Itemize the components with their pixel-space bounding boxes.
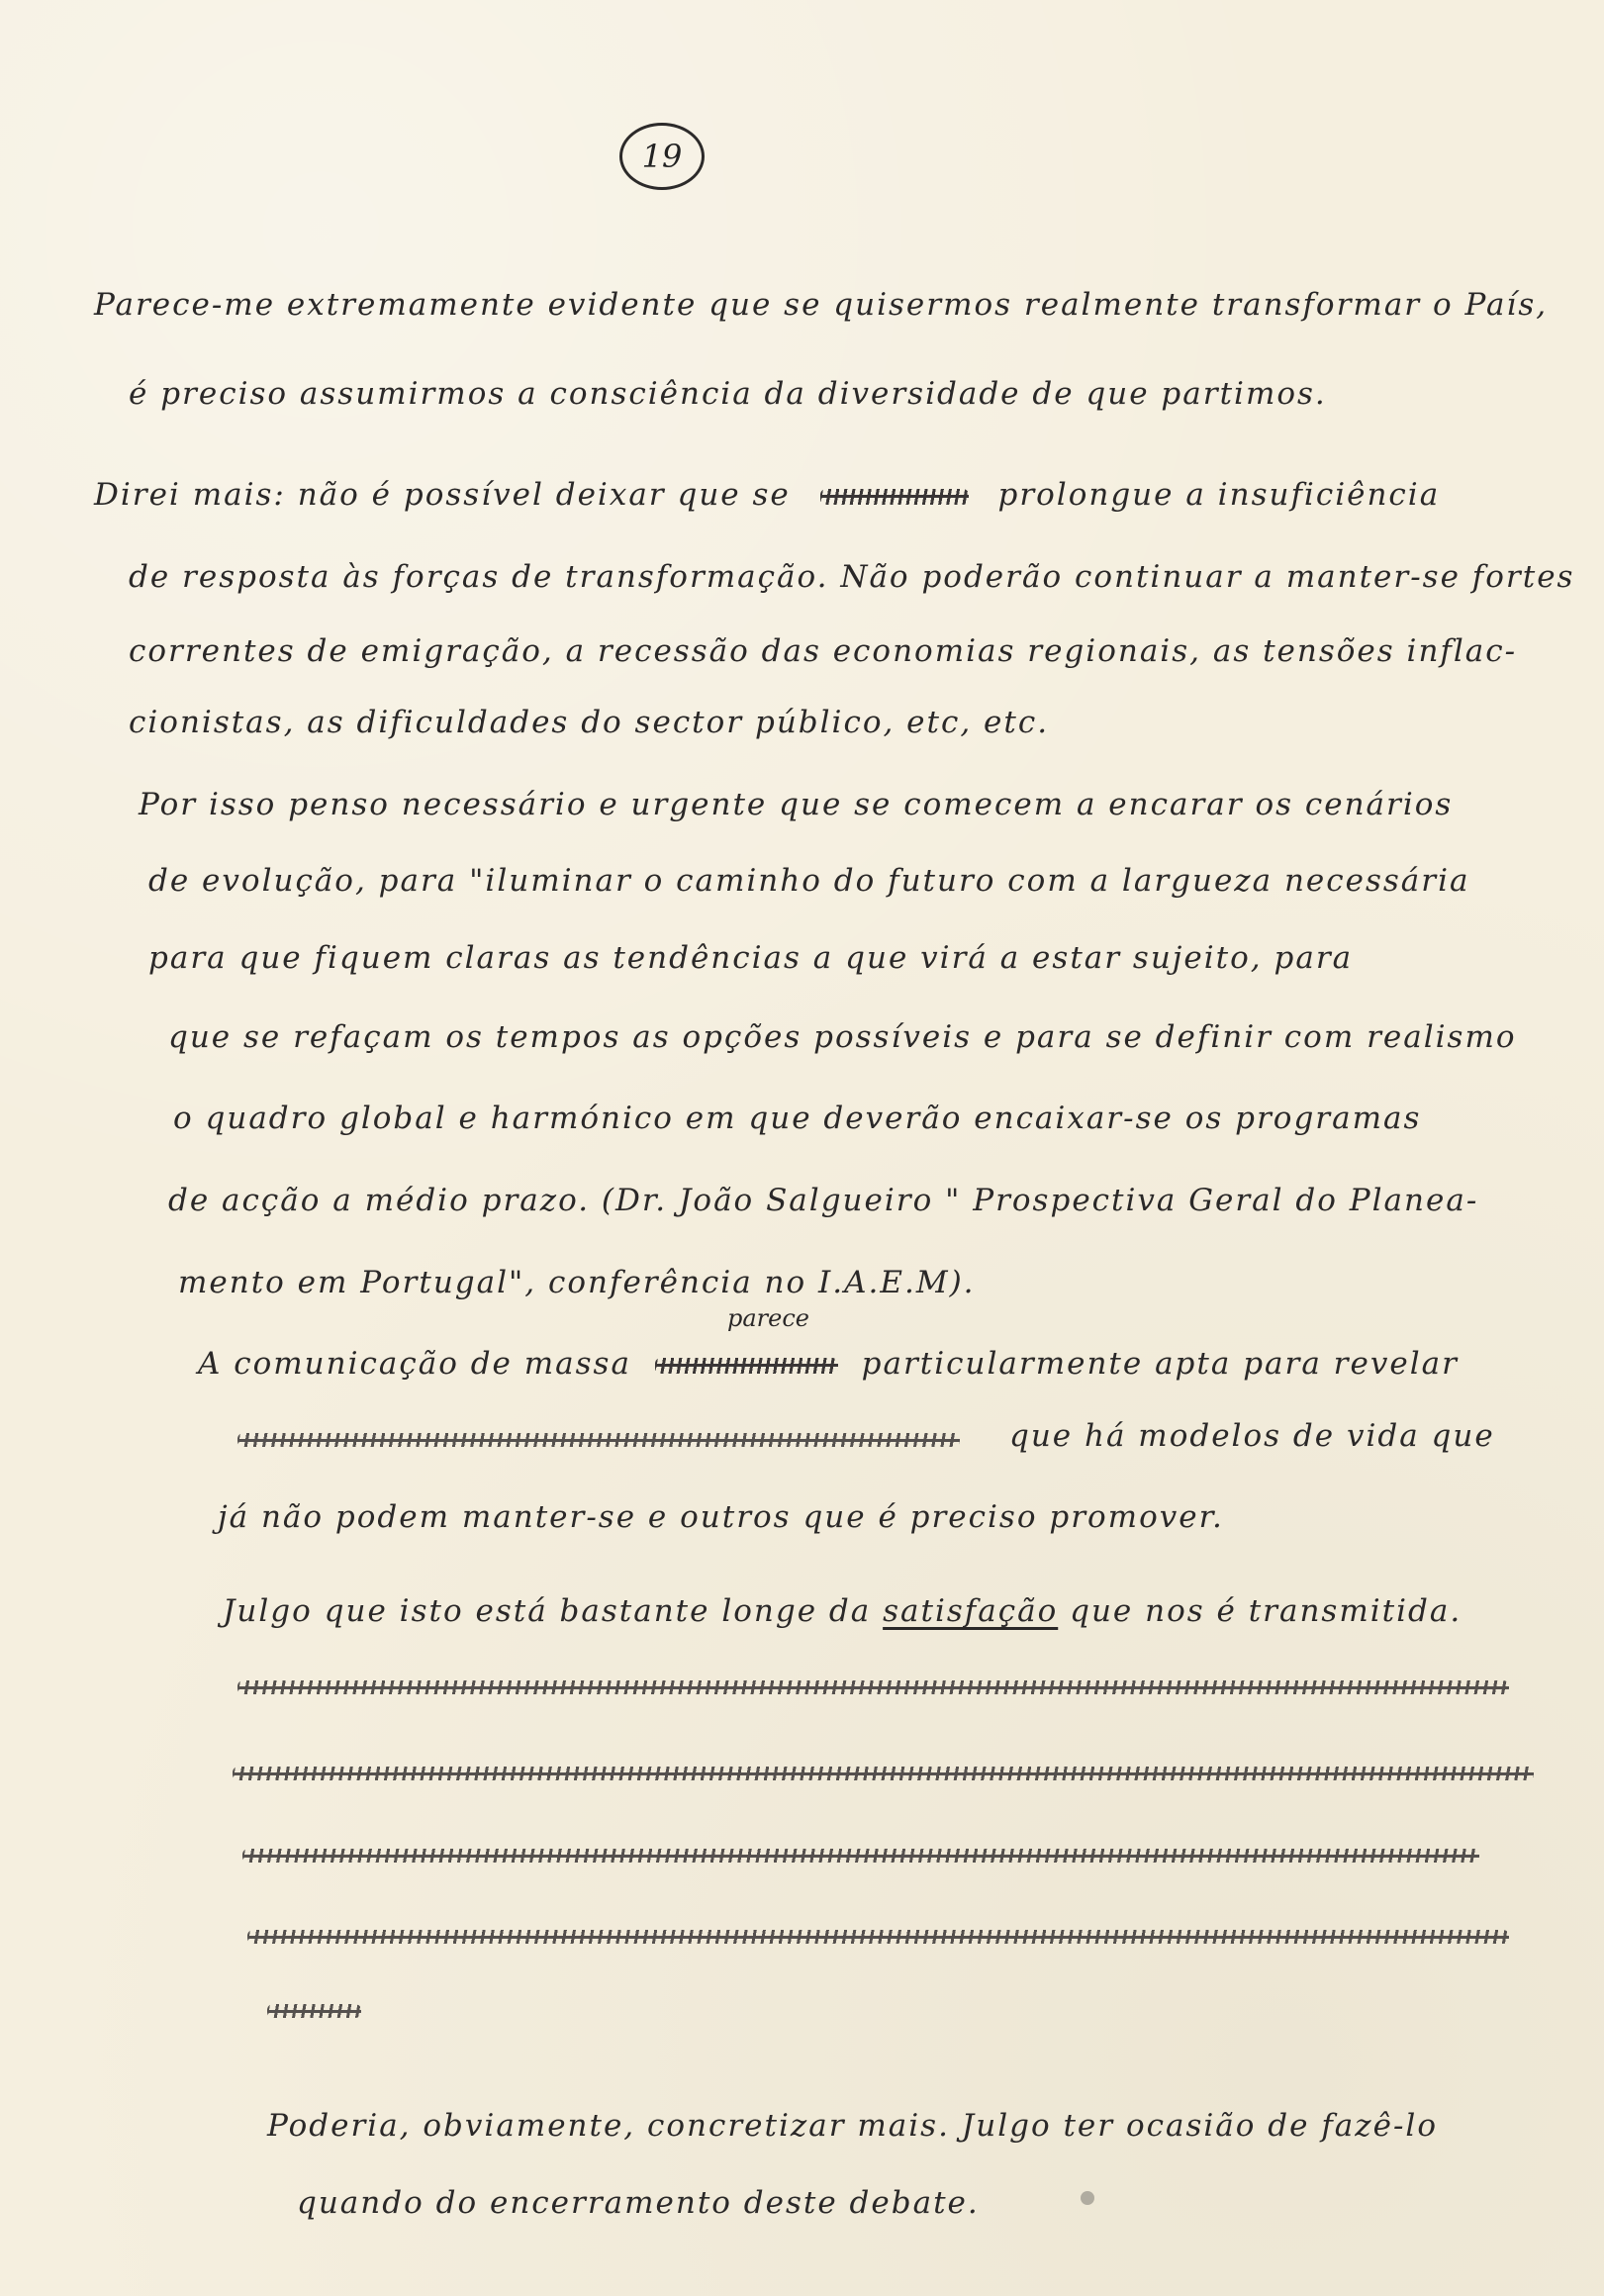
text-line: Poderia, obviamente, concretizar mais. Julgo ter ocasião de fazê-lo (267, 2108, 1439, 2144)
text-line: para que fiquem claras as tendências a que virá a estar sujeito, para (148, 940, 1354, 976)
text-line-part (198, 1346, 1459, 1382)
text-line: correntes de emigração, a recessão das economias regionais, as tensões inflac- (129, 633, 1518, 669)
crossed-out-word (820, 489, 969, 505)
crossed-out-line (233, 1767, 1534, 1780)
crossed-out-line (237, 1433, 960, 1447)
crossed-out-line (247, 1930, 1509, 1944)
text-fragment: prolongue a insuficiência (997, 477, 1441, 513)
text-line: o quadro global e harmónico em que deverão encaixar-se os programas (173, 1100, 1422, 1136)
text-line: que se refaçam os tempos as opções possíveis e para se definir com realismo (168, 1019, 1517, 1055)
text-line: de resposta às forças de transformação. Não poderão continuar a manter-se fortes (129, 559, 1575, 595)
text-line: cionistas, as dificuldades do sector público, etc, etc. (129, 705, 1050, 740)
text-line: Parece-me extremamente evidente que se quisermos realmente transformar o País, (94, 287, 1549, 323)
crossed-out-line (242, 1849, 1479, 1863)
text-line: já não podem manter-se e outros que é preciso promover. (218, 1499, 1224, 1535)
text-line: é preciso assumirmos a consciência da diversidade de que partimos. (129, 376, 1327, 412)
text-fragment: Direi mais: não é possível deixar que se (94, 477, 791, 513)
text-line: mento em Portugal", conferência no I.A.E.M). (178, 1265, 976, 1300)
text-line: de evolução, para "iluminar o caminho do futuro com a largueza necessária (148, 863, 1470, 899)
text-line-part (94, 477, 1440, 513)
text-fragment: que nos é transmitida. (1070, 1593, 1462, 1629)
crossed-out-line (237, 1680, 1509, 1694)
text-line: que há modelos de vida que (1009, 1418, 1495, 1454)
text-fragment: A comunicação de massa (198, 1346, 631, 1382)
text-fragment: particularmente apta para revelar (861, 1346, 1459, 1382)
text-line-part (223, 1593, 1462, 1629)
text-line: quando do encerramento deste debate. (297, 2185, 980, 2221)
crossed-out-word (655, 1358, 838, 1374)
inserted-word: parece (727, 1304, 809, 1332)
text-line: de acção a médio prazo. (Dr. João Salgueiro " Prospectiva Geral do Planea- (168, 1183, 1479, 1218)
page-number: 19 (619, 123, 705, 190)
text-line: Por isso penso necessário e urgente que se comecem a encarar os cenários (139, 787, 1454, 822)
text-fragment: Julgo que isto está bastante longe da (223, 1593, 872, 1629)
crossed-out-line (267, 2004, 361, 2018)
ink-smudge (1081, 2191, 1094, 2205)
underlined-word: satisfação (883, 1593, 1059, 1629)
